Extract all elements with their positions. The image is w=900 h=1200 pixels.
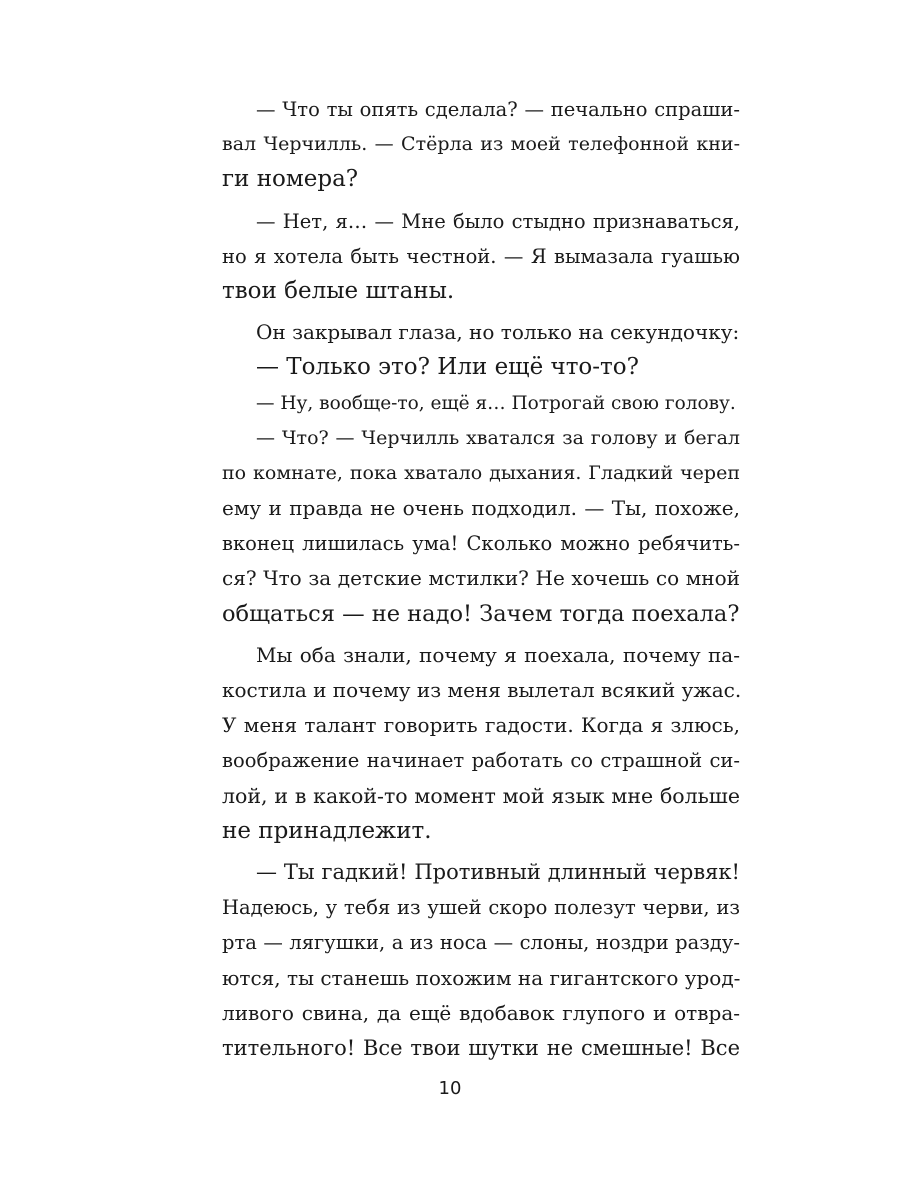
- text-line: костила и почему из меня вылетал всякий ужас.: [222, 678, 742, 702]
- text-line: тительного! Все твои шутки не смешные! Все: [222, 1035, 740, 1060]
- text-line: вконец лишилась ума! Сколько можно ребячить-: [222, 532, 740, 556]
- text-line: ги номера?: [222, 166, 359, 193]
- text-line: ются, ты станешь похожим на гигантского урод-: [222, 965, 741, 990]
- text-line: не принадлежит.: [222, 817, 432, 844]
- text-line: — Только это? Или ещё что-то?: [256, 354, 639, 381]
- text-line: — Ну, вообще-то, ещё я… Потрогай свою голову.: [256, 392, 736, 414]
- text-line: лой, и в какой-то момент мой язык мне больше: [222, 783, 740, 808]
- text-line: ливого свина, да ещё вдобавок глупого и отвра-: [222, 1000, 740, 1025]
- text-line: ему и правда не очень подходил. — Ты, похоже,: [222, 496, 740, 521]
- text-line: рта — лягушки, а из носа — слоны, ноздри разду-: [222, 931, 740, 955]
- text-line: — Что? — Черчилль хватался за голову и бегал: [256, 426, 740, 449]
- page-number: 10: [438, 1078, 462, 1099]
- text-line: Мы оба знали, почему я поехала, почему па-: [256, 642, 740, 667]
- text-line: вал Черчилль. — Стёрла из моей телефонной кни-: [222, 133, 740, 156]
- text-line: — Ты гадкий! Противный длинный червяк!: [256, 859, 740, 884]
- page-text: [222, 92, 740, 1066]
- text-line: У меня талант говорить гадости. Когда я злюсь,: [222, 713, 740, 738]
- text-line: Он закрывал глаза, но только на секундочку:: [256, 320, 740, 345]
- text-line: по комнате, пока хватало дыхания. Гладкий череп: [222, 461, 740, 484]
- text-line: Надеюсь, у тебя из ушей скоро полезут черви, из: [222, 896, 740, 920]
- text-line: воображение начинает работать со страшной си-: [222, 749, 740, 773]
- text-line: ся? Что за детские мстилки? Не хочешь со мной: [222, 566, 740, 591]
- text-line: твои белые штаны.: [222, 277, 455, 304]
- text-line: — Нет, я… — Мне было стыдно признаваться,: [256, 209, 740, 233]
- text-line: но я хотела быть честной. — Я вымазала гуашью: [222, 244, 740, 268]
- text-line: — Что ты опять сделала? — печально спраши-: [256, 98, 740, 121]
- text-line: общаться — не надо! Зачем тогда поехала?: [222, 600, 740, 627]
